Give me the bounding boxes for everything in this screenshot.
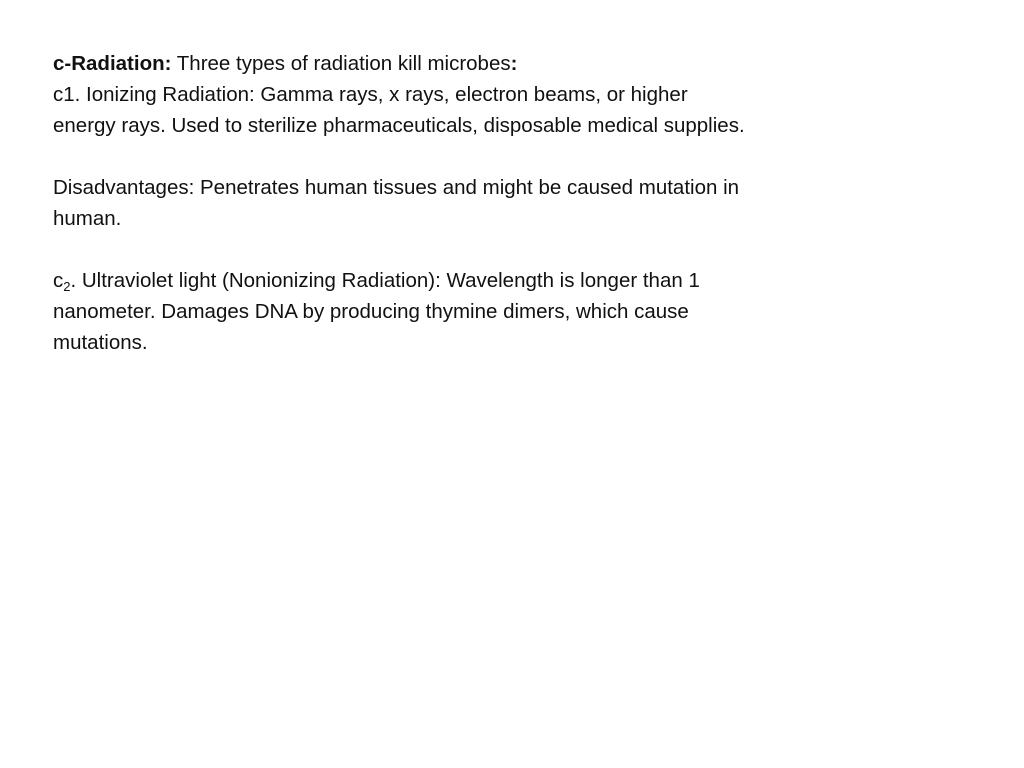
radiation-heading-label: c-Radiation: (53, 52, 172, 75)
ultraviolet-paragraph (53, 265, 753, 358)
ionizing-radiation-paragraph: c1. Ionizing Radiation: Gamma rays, x rays, electron beams, or higher energy rays. Used to sterilize pharmaceuticals, disposable medical supplies. (53, 83, 745, 137)
disadvantages-paragraph: Disadvantages: Penetrates human tissues and might be caused mutation in human. (53, 176, 740, 230)
radiation-heading-paragraph (53, 48, 753, 79)
ultraviolet-text: . Ultraviolet light (Nonionizing Radiation): Wavelength is longer than 1 nanometer. Damages DNA by producing thymine dimers, which cause mutations. (53, 269, 700, 354)
c2-prefix: c (53, 269, 64, 292)
slide-body (53, 48, 753, 358)
paragraph-spacer (53, 234, 753, 265)
radiation-heading-colon: : (510, 52, 518, 75)
paragraph-spacer (53, 141, 753, 172)
c2-subscript: 2 (63, 279, 71, 294)
radiation-heading-text: Three types of radiation kill microbes (171, 52, 511, 75)
